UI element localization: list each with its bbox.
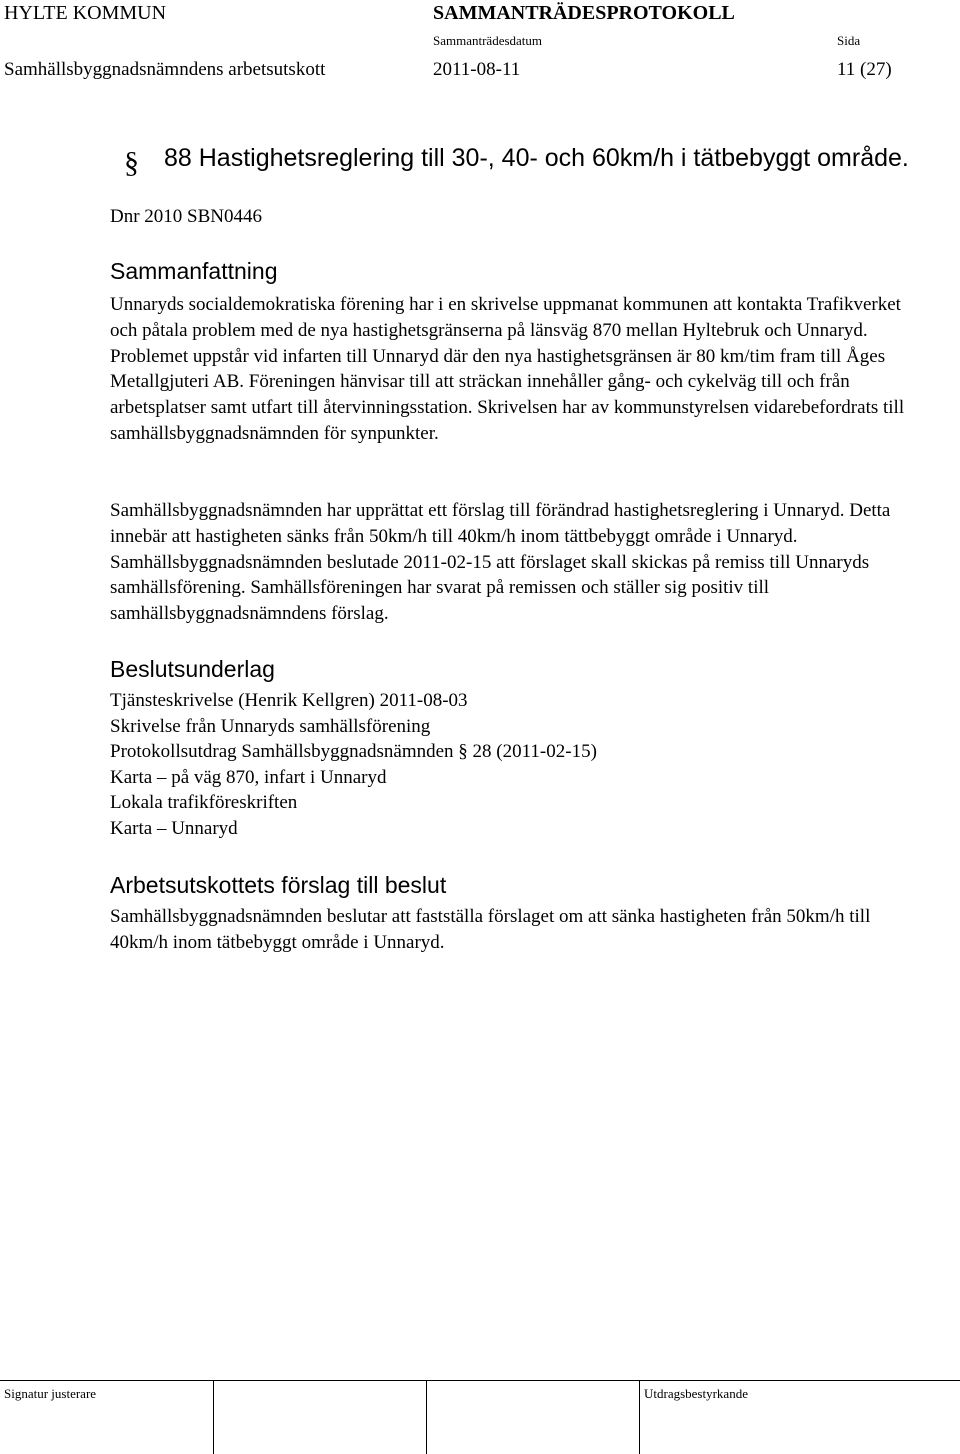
extract-label: Utdragsbestyrkande	[644, 1386, 748, 1401]
proposal-text: Samhällsbyggnadsnämnden beslutar att fastställa förslaget om att sänka hastigheten från 50km/h till 40km/h inom tätbebyggt område i Unnaryd.	[110, 906, 871, 953]
municipality-name: HYLTE KOMMUN	[4, 2, 167, 24]
signature-label: Signatur justerare	[4, 1386, 97, 1401]
footer-divider	[0, 1380, 960, 1381]
summary-paragraph-2-text: Samhällsbyggnadsnämnden har upprättat ett förslag till förändrad hastighetsreglering i Unnaryd. Detta innebär att hastigheten sänks från 50km/h till 40km/h inom tättbebyggt område i Unnaryd. Samhällsbyggnadsnämnden beslutade 2011-02-15 att förslaget skall skickas på remiss till Unnaryds samhällsförening. Samhällsföreningen har svarat på remissen och ställer sig positiv till samhällsbyggnadsnämndens förslag.	[110, 500, 891, 625]
basis-list	[110, 688, 597, 842]
footer-signature-box	[426, 1380, 427, 1454]
footer-extract-box	[639, 1380, 640, 1454]
proposal-text-block	[110, 904, 910, 956]
basis-item: Karta – på väg 870, infart i Unnaryd	[110, 766, 387, 788]
basis-item: Protokollsutdrag Samhällsbyggnadsnämnden § 28 (2011-02-15)	[110, 741, 597, 763]
meeting-date-label: Sammanträdesdatum	[433, 33, 543, 48]
basis-heading: Beslutsunderlag	[110, 656, 275, 682]
committee-name: Samhällsbyggnadsnämndens arbetsutskott	[4, 59, 326, 80]
meeting-date: 2011-08-11	[433, 59, 521, 80]
basis-item: Karta – Unnaryd	[110, 817, 238, 839]
item-title: 88 Hastighetsreglering till 30-, 40- och 60km/h i tätbebyggt område.	[164, 144, 909, 172]
page-label: Sida	[837, 33, 861, 48]
basis-item: Lokala trafikföreskriften	[110, 792, 298, 814]
summary-paragraph-2	[110, 498, 910, 627]
basis-item: Tjänsteskrivelse (Henrik Kellgren) 2011-08-03	[110, 690, 468, 711]
proposal-heading: Arbetsutskottets förslag till beslut	[110, 872, 447, 898]
document-type: SAMMANTRÄDESPROTOKOLL	[433, 2, 735, 24]
diary-number: Dnr 2010 SBN0446	[110, 206, 263, 227]
footer-signature-box	[213, 1380, 214, 1454]
page-number: 11 (27)	[837, 59, 892, 80]
summary-heading: Sammanfattning	[110, 258, 278, 284]
basis-item: Skrivelse från Unnaryds samhällsförening	[110, 715, 431, 737]
summary-paragraph-1-text: Unnaryds socialdemokratiska förening har i en skrivelse uppmanat kommunen att kontakta Trafikverket och påtala problem med de nya hastighetsgränserna på länsväg 870 mellan Hyltebruk och Unnaryd. Problemet uppstår vid infarten till Unnaryd där den nya hastighetsgränsen är 80 km/tim fram till Åges Metallgjuteri AB. Föreningen hänvisar till att sträckan innehåller gång- och cykelväg till och från arbetsplatser samt utfart till återvinningsstation. Skrivelsen har av kommunstyrelsen vidarebefordrats till samhällsbyggnadsnämnden för synpunkter.	[110, 294, 905, 444]
paragraph-symbol: §	[124, 146, 139, 179]
summary-paragraph-1	[110, 292, 910, 447]
